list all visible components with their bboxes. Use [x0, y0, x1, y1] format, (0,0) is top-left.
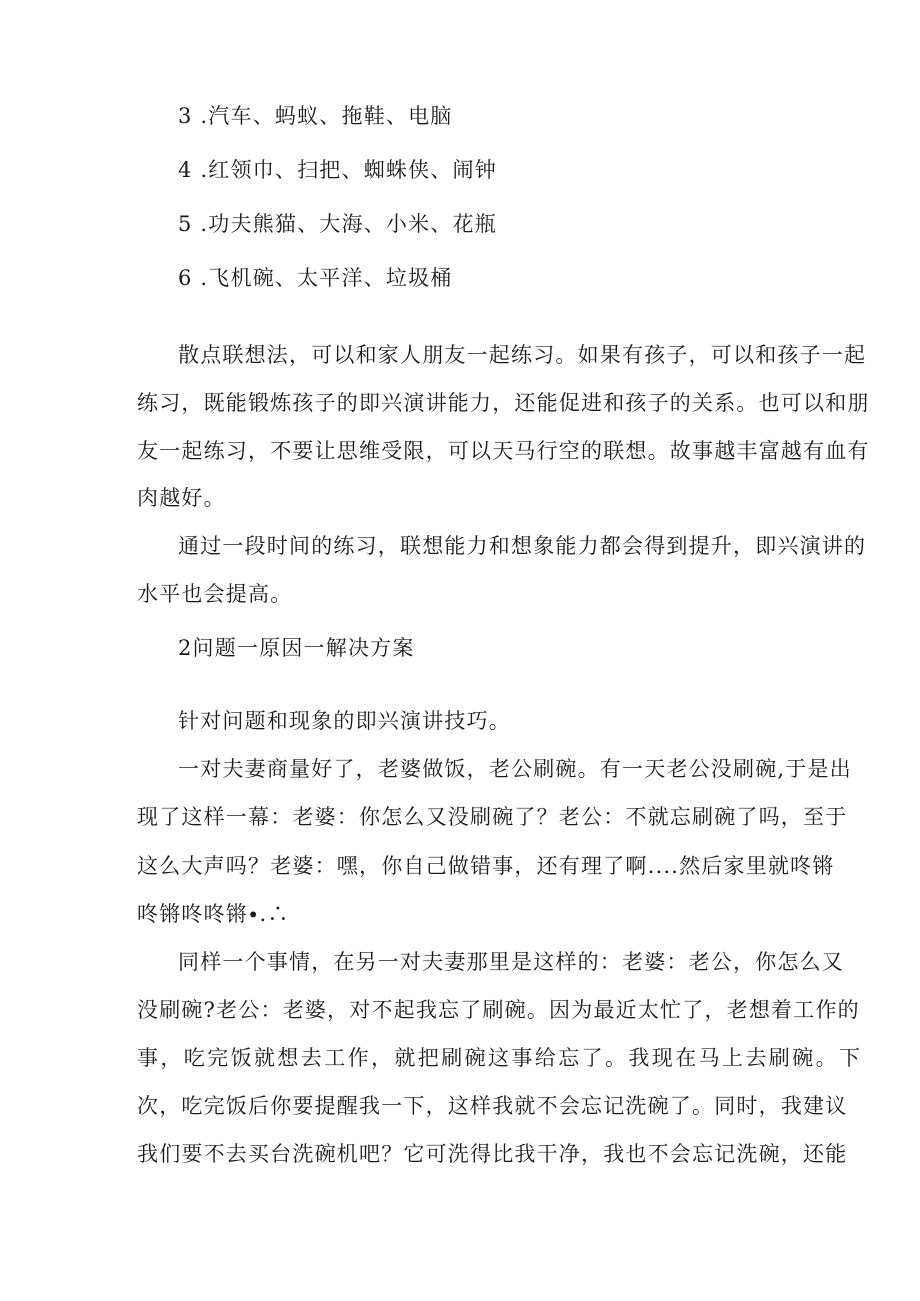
paragraph-line: 没刷碗?老公：老婆，对不起我忘了刷碗。因为最近太忙了，老想着工作的 [137, 998, 860, 1022]
paragraph-line: 现了这样一幕：老婆：你怎么又没刷碗了？老公：不就忘刷碗了吗，至于 [137, 805, 848, 829]
list-item-6: 6 .飞机碗、太平洋、垃圾桶 [178, 266, 453, 290]
list-item-4: 4 .红领巾、扫把、蜘蛛侠、闹钟 [178, 158, 497, 182]
paragraph-line: 次，吃完饭后你要提醒我一下，这样我就不会忘记洗碗了。同时，我建议 [137, 1094, 848, 1118]
paragraph-line: 事，吃完饭就想去工作，就把刷碗这事给忘了。我现在马上去刷碗。下 [137, 1046, 863, 1070]
paragraph-line: 针对问题和现象的即兴演讲技巧。 [178, 709, 511, 733]
section-heading: 2问题一原因一解决方案 [178, 636, 415, 660]
paragraph-line: 练习，既能锻炼孩子的即兴演讲能力，还能促进和孩子的关系。也可以和朋 [137, 391, 870, 415]
list-item-3: 3 .汽车、蚂蚁、拖鞋、电脑 [178, 104, 453, 128]
paragraph-line: 这么大声吗？老婆：嘿，你自己做错事，还有理了啊....然后家里就咚锵 [137, 854, 835, 878]
paragraph-line: 散点联想法，可以和家人朋友一起练习。如果有孩子，可以和孩子一起 [178, 343, 867, 367]
paragraph-line: 同样一个事情，在另一对夫妻那里是这样的：老婆：老公，你怎么又 [178, 950, 844, 974]
paragraph-line: 通过一段时间的练习，联想能力和想象能力都会得到提升，即兴演讲的 [178, 534, 867, 558]
paragraph-line: 友一起练习，不要让思维受限，可以天马行空的联想。故事越丰富越有血有 [137, 439, 870, 463]
list-item-5: 5 .功夫熊猫、大海、小米、花瓶 [178, 212, 497, 236]
paragraph-line: 我们要不去买台洗碗机吧？它可洗得比我干净，我也不会忘记洗碗，还能 [137, 1142, 848, 1166]
paragraph-line: 咚锵咚咚锵∙.∴ [137, 902, 290, 926]
paragraph-line: 水平也会提高。 [137, 582, 293, 606]
paragraph-line: 一对夫妻商量好了，老婆做饭，老公刷碗。有一天老公没刷碗,于是出 [178, 757, 852, 781]
paragraph-line: 肉越好。 [137, 486, 226, 510]
